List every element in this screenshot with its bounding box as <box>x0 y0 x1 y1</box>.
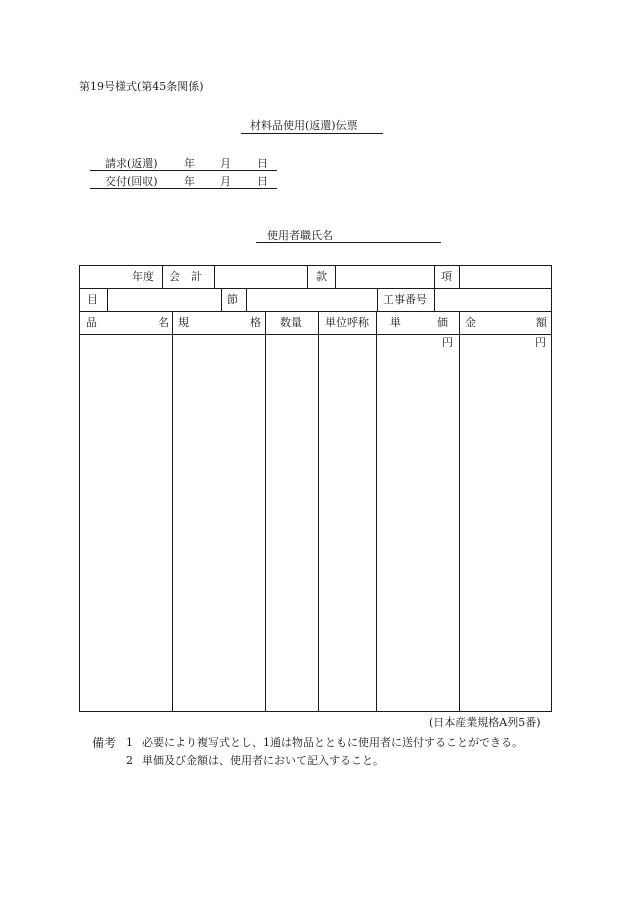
form-title: 材料品使用(返還)伝票 <box>250 119 358 132</box>
row1-divider <box>307 266 308 288</box>
row2-divider <box>221 288 222 311</box>
note-1-number: 1 <box>126 736 133 749</box>
row2-divider <box>107 288 108 311</box>
col-spec-right: 格 <box>250 316 261 329</box>
row1-divider <box>214 266 215 288</box>
issue-year-label: 年 <box>184 175 195 188</box>
unit-price-currency: 円 <box>442 336 453 349</box>
col-unit-name: 単位呼称 <box>325 316 369 329</box>
item-label: 項 <box>441 270 452 283</box>
col-spec-left: 規 <box>178 316 189 329</box>
issue-day-label: 日 <box>257 175 268 188</box>
column-divider <box>376 311 377 711</box>
issue-label: 交付(回収) <box>105 175 158 188</box>
column-divider <box>265 311 266 711</box>
col-quantity: 数量 <box>280 316 302 329</box>
header-row-bottom-line <box>80 334 551 335</box>
col-amount-right: 額 <box>536 316 547 329</box>
fiscal-year-label: 年度 <box>132 270 154 283</box>
col-name-left: 品 <box>86 316 97 329</box>
column-divider <box>318 311 319 711</box>
row1-divider <box>335 266 336 288</box>
notes-label: 備考 <box>92 736 117 750</box>
request-year-label: 年 <box>184 157 195 170</box>
row2-divider <box>246 288 247 311</box>
request-label: 請求(返還) <box>105 157 158 170</box>
note-2-text: 単価及び金額は、使用者において記入すること。 <box>142 754 384 767</box>
user-name-underline <box>256 242 441 243</box>
row1-bottom-line <box>80 288 551 289</box>
row2-divider <box>434 288 435 311</box>
sub-item-label: 目 <box>87 293 98 306</box>
note-2-number: 2 <box>126 754 133 767</box>
row1-divider <box>459 266 460 288</box>
account-label: 会 計 <box>169 270 202 283</box>
clause-label: 節 <box>227 293 238 306</box>
request-day-label: 日 <box>257 157 268 170</box>
col-amount-left: 金 <box>465 316 476 329</box>
section-label: 款 <box>316 270 327 283</box>
row1-divider <box>434 266 435 288</box>
row2-bottom-line <box>80 311 551 312</box>
amount-currency: 円 <box>535 336 546 349</box>
request-underline <box>90 170 277 171</box>
row2-divider <box>377 288 378 311</box>
paper-standard-note: (日本産業規格A列5番) <box>429 716 541 729</box>
col-unit-price-left: 単 <box>390 316 401 329</box>
title-underline <box>241 133 383 134</box>
request-month-label: 月 <box>220 157 231 170</box>
work-number-label: 工事番号 <box>383 293 427 306</box>
issue-underline <box>90 188 277 189</box>
row1-divider <box>162 266 163 288</box>
col-name-right: 名 <box>158 316 169 329</box>
note-1-text: 必要により複写式とし、1通は物品とともに使用者に送付することができる。 <box>142 736 523 749</box>
issue-month-label: 月 <box>220 175 231 188</box>
column-divider <box>172 311 173 711</box>
form-number: 第19号様式(第45条関係) <box>79 80 204 93</box>
column-divider <box>459 311 460 711</box>
col-unit-price-right: 価 <box>437 316 448 329</box>
user-name-label: 使用者職氏名 <box>267 229 333 242</box>
form-table <box>79 265 552 712</box>
